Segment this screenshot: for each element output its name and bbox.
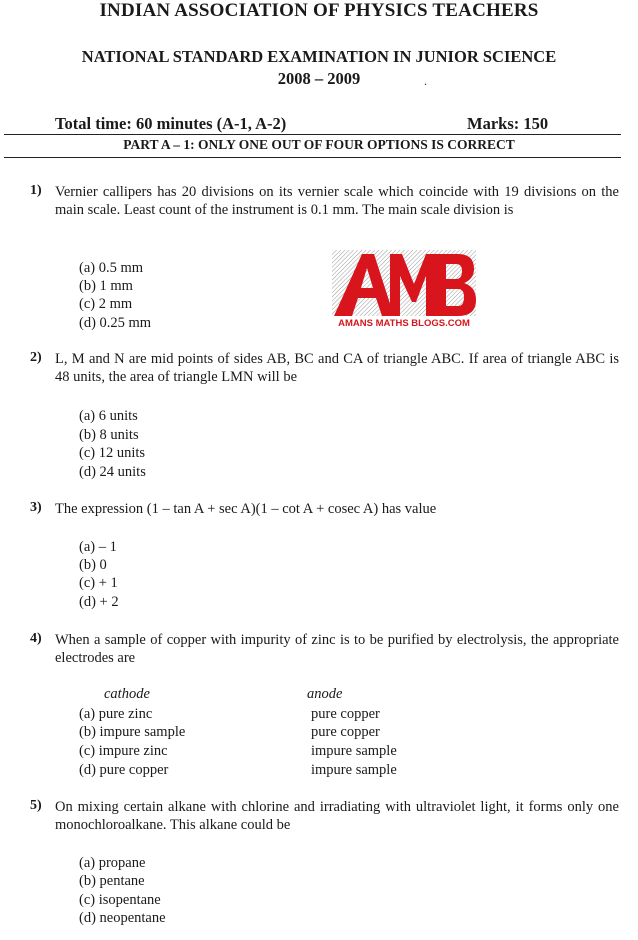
option: (c) 2 mm [79,296,133,312]
exam-name: NATIONAL STANDARD EXAMINATION IN JUNIOR SCIENCE [81,47,557,66]
question-text: On mixing certain alkane with chlorine and irradiating with ultraviolet light, it forms only one monochloroalkane. This alkane could be [55,799,619,833]
logo-graphic [332,250,476,328]
part-heading: PART A – 1: ONLY ONE OUT OF FOUR OPTIONS IS CORRECT [123,137,515,152]
option: (c) 12 units [79,445,146,461]
option: (a) – 1 [79,539,117,555]
question-number: 1) [30,183,42,198]
exam-year: 2008 – 2009 [277,69,361,88]
question-number: 3) [30,500,42,515]
option-anode: pure copper [311,724,380,740]
option: (d) neopentane [79,910,166,926]
option: (c) isopentane [79,892,161,908]
option: (a) 0.5 mm [79,260,144,276]
amans-maths-blogs-logo [332,250,476,328]
option: (b) 8 units [79,427,139,443]
option: (a) 6 units [79,408,138,424]
question-number: 4) [30,631,42,646]
total-marks: Marks: 150 [467,114,549,133]
divider-bottom [4,157,621,158]
question-text: L, M and N are mid points of sides AB, BC and CA of triangle ABC. If area of triangle ABC is 48 units, the area of triangle LMN will be [55,351,619,385]
option: (d) 24 units [79,464,146,480]
question-number: 5) [30,798,42,813]
option: (d) pure copper [79,762,169,778]
question-text: When a sample of copper with impurity of zinc is to be purified by electrolysis, the appropriate electrodes are [55,632,619,666]
option: (b) pentane [79,873,145,889]
option: (c) impure zinc [79,743,168,759]
option-anode: impure sample [311,762,397,778]
stray-dot: . [424,74,427,88]
option: (b) impure sample [79,724,186,740]
question-text: The expression (1 – tan A + sec A)(1 – cot A + cosec A) has value [55,501,437,517]
option-anode: impure sample [311,743,397,759]
option: (c) + 1 [79,575,118,591]
question-number: 2) [30,350,42,365]
option-anode: pure copper [311,706,380,722]
option: (b) 0 [79,557,107,573]
total-time: Total time: 60 minutes (A-1, A-2) [55,114,287,133]
option: (a) propane [79,855,146,871]
question-text: Vernier callipers has 20 divisions on its vernier scale which coincide with 19 divisions on the main scale. Least count of the instrument is 0.1 mm. The main scale division is [55,184,619,218]
page-title: INDIAN ASSOCIATION OF PHYSICS TEACHERS [99,0,539,21]
divider-top [4,134,621,135]
logo-text: AMANS MATHS BLOGS.COM [338,318,470,328]
column-header-cathode: cathode [104,686,150,702]
option: (d) 0.25 mm [79,315,152,331]
option: (a) pure zinc [79,706,153,722]
option: (b) 1 mm [79,278,133,294]
column-header-anode: anode [307,686,343,702]
option: (d) + 2 [79,594,119,610]
